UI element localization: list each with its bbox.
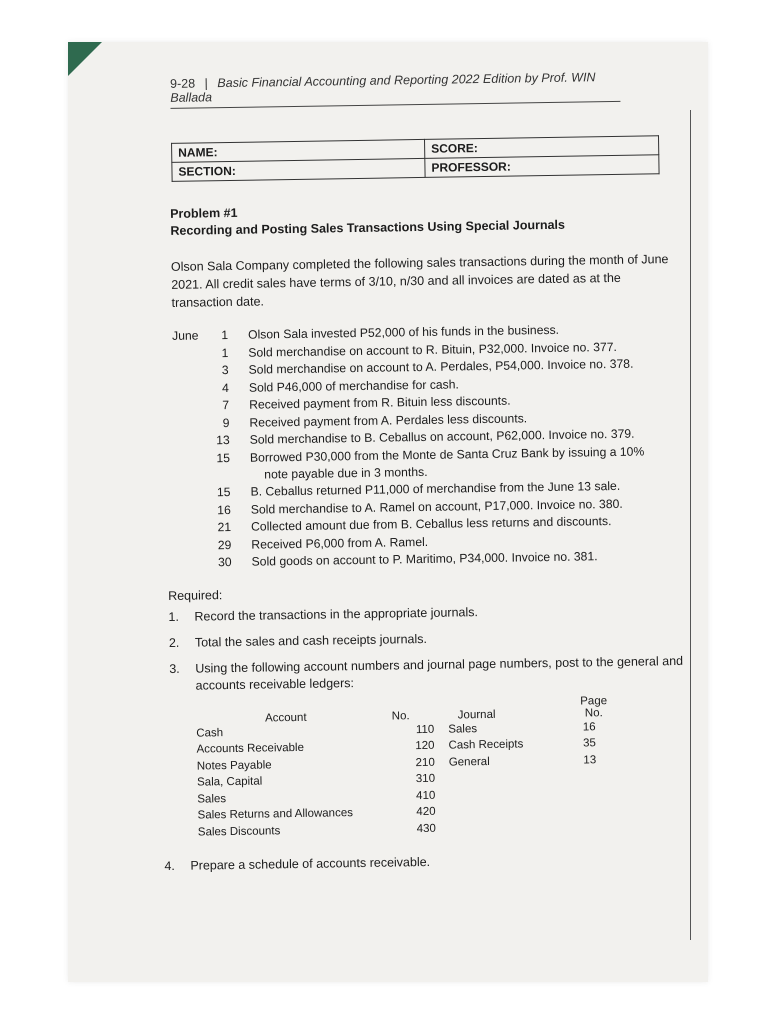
problem-title: Recording and Posting Sales Transactions Using Special Journals (170, 217, 566, 238)
transaction-day: 4 (221, 380, 229, 395)
transaction-day: 29 (217, 537, 232, 552)
transaction-month (175, 554, 209, 572)
transaction-text: Sold goods on account to P. Maritimo, P34,000. Invoice no. 381. (251, 549, 598, 569)
transaction-day: 30 (217, 554, 232, 570)
running-header (170, 70, 620, 109)
transaction-text: B. Ceballus returned P11,000 of merchandise from the June 13 sale. (250, 478, 621, 499)
journal-page: 13 (583, 753, 597, 766)
account-name: Sala, Capital (196, 775, 263, 789)
transaction-month (175, 537, 209, 555)
journal-page (567, 785, 613, 802)
required-item-number: 3. (169, 661, 180, 676)
transaction-day: 15 (216, 450, 231, 465)
problem-heading (170, 198, 692, 240)
transaction-month (175, 519, 209, 537)
professor-field[interactable]: PROFESSOR: (425, 155, 659, 178)
corner-tab (68, 42, 102, 76)
transaction-day: 15 (216, 485, 231, 500)
required-item (169, 652, 699, 694)
transaction-text: Received payment from R. Bituin less discounts. (249, 393, 511, 412)
required-item-number: 1. (168, 609, 180, 624)
journal-page: 16 (582, 720, 596, 733)
journal-name (449, 769, 567, 787)
required-item-text: Using the following account numbers and journal page numbers, post to the general and accounts receivable ledgers: (195, 653, 684, 693)
name-field[interactable]: NAME: (172, 139, 425, 162)
transaction-day: 1 (221, 345, 229, 360)
transaction-month (172, 362, 206, 380)
transaction-day: 13 (216, 433, 230, 448)
transaction-month (172, 345, 206, 363)
journal-name (449, 802, 567, 820)
transaction-text: Received payment from A. Perdales less discounts. (249, 410, 528, 430)
journal-page: 35 (583, 737, 596, 750)
section-field[interactable]: SECTION: (172, 158, 425, 181)
transaction-text: Sold merchandise on account to R. Bituin, P32,000. Invoice no. 377. (248, 339, 617, 360)
journal-name: Cash Receipts (448, 738, 524, 752)
header-no: No. (391, 709, 410, 722)
transaction-text: Borrowed P30,000 from the Monte de Santa Cruz Bank by issuing a 10% (249, 443, 645, 465)
transaction-month (173, 397, 207, 415)
account-number: 120 (415, 739, 435, 753)
transaction-text: Collected amount due from B. Ceballus less returns and discounts. (250, 514, 612, 534)
transaction-text: Olson Sala invested P52,000 of his funds in the business. (247, 322, 560, 342)
account-number: 410 (416, 789, 436, 802)
transaction-month (173, 380, 207, 398)
header-page-no: Page No. (580, 694, 608, 719)
account-number: 110 (415, 723, 435, 736)
transaction-month (174, 432, 208, 450)
journal-name: General (448, 755, 490, 769)
accounts-table (196, 696, 618, 840)
journal-page (567, 801, 613, 818)
journal-name (450, 818, 568, 836)
journal-name (449, 785, 567, 803)
transaction-text: Sold merchandise to B. Ceballus on account, P62,000. Invoice no. 379. (249, 426, 635, 447)
account-name: Sales (197, 792, 227, 806)
problem-number: Problem #1 (170, 205, 238, 221)
account-number: 210 (415, 756, 435, 769)
problem-intro: Olson Sala Company completed the following sales transactions during the month of June 2021. All credit sales have terms of 3/10, n/30 and all invoices are dated as at the transaction date. (170, 252, 669, 310)
page-number: 9-28 (169, 76, 196, 91)
journal-name: Sales (448, 722, 478, 736)
required-item-text: Record the transactions in the appropriate journals. (194, 604, 479, 624)
account-name: Notes Payable (196, 758, 272, 773)
transaction-day: 1 (221, 328, 229, 343)
account-name: Accounts Receivable (196, 741, 305, 756)
transaction-month: June (171, 328, 199, 343)
header-separator: | (204, 76, 208, 91)
required-item-number: 4. (164, 858, 175, 874)
transaction-text: Sold merchandise to A. Ramel on account, P17,000. Invoice no. 380. (250, 496, 623, 517)
journal-page (568, 818, 614, 835)
transaction-day: 9 (222, 415, 230, 430)
transaction-month (175, 502, 209, 520)
document-content (100, 69, 702, 874)
account-name: Cash (196, 726, 224, 740)
required-list (168, 600, 699, 694)
transaction-day: 16 (217, 502, 231, 517)
required-item-number: 2. (168, 635, 180, 650)
header-account: Account (264, 711, 307, 724)
header-journal: Journal (457, 708, 496, 721)
account-number: 430 (416, 822, 436, 835)
transaction-text: Sold P46,000 of merchandise for cash. (248, 376, 459, 395)
score-field[interactable]: SCORE: (425, 136, 659, 159)
transaction-day: 21 (217, 519, 232, 535)
account-name: Sales Discounts (197, 824, 281, 839)
transaction-month (174, 450, 208, 468)
transaction-continuation: note payable due in 3 months. (264, 464, 428, 482)
account-number: 310 (415, 772, 436, 786)
required-item-text: Total the sales and cash receipts journals. (194, 631, 428, 650)
student-info-table (171, 135, 660, 182)
transaction-text: Sold merchandise on account to A. Perdales, P54,000. Invoice no. 378. (248, 356, 634, 377)
account-name: Sales Returns and Allowances (197, 807, 354, 822)
transaction-day: 7 (222, 398, 230, 413)
required-item-text: Prepare a schedule of accounts receivable. (190, 854, 431, 873)
transaction-month (174, 484, 208, 502)
required-item (168, 600, 698, 625)
transaction-list (172, 320, 696, 573)
transaction-day: 3 (221, 363, 229, 378)
transaction-month (173, 415, 207, 433)
book-title: Basic Financial Accounting and Reporting 2022 Edition by Prof. WIN Ballada (170, 70, 596, 105)
required-label: Required: (168, 587, 223, 603)
journal-page (567, 768, 613, 785)
account-number: 420 (416, 805, 436, 819)
required-item (169, 626, 699, 651)
transaction-text: Received P6,000 from A. Ramel. (251, 534, 429, 552)
